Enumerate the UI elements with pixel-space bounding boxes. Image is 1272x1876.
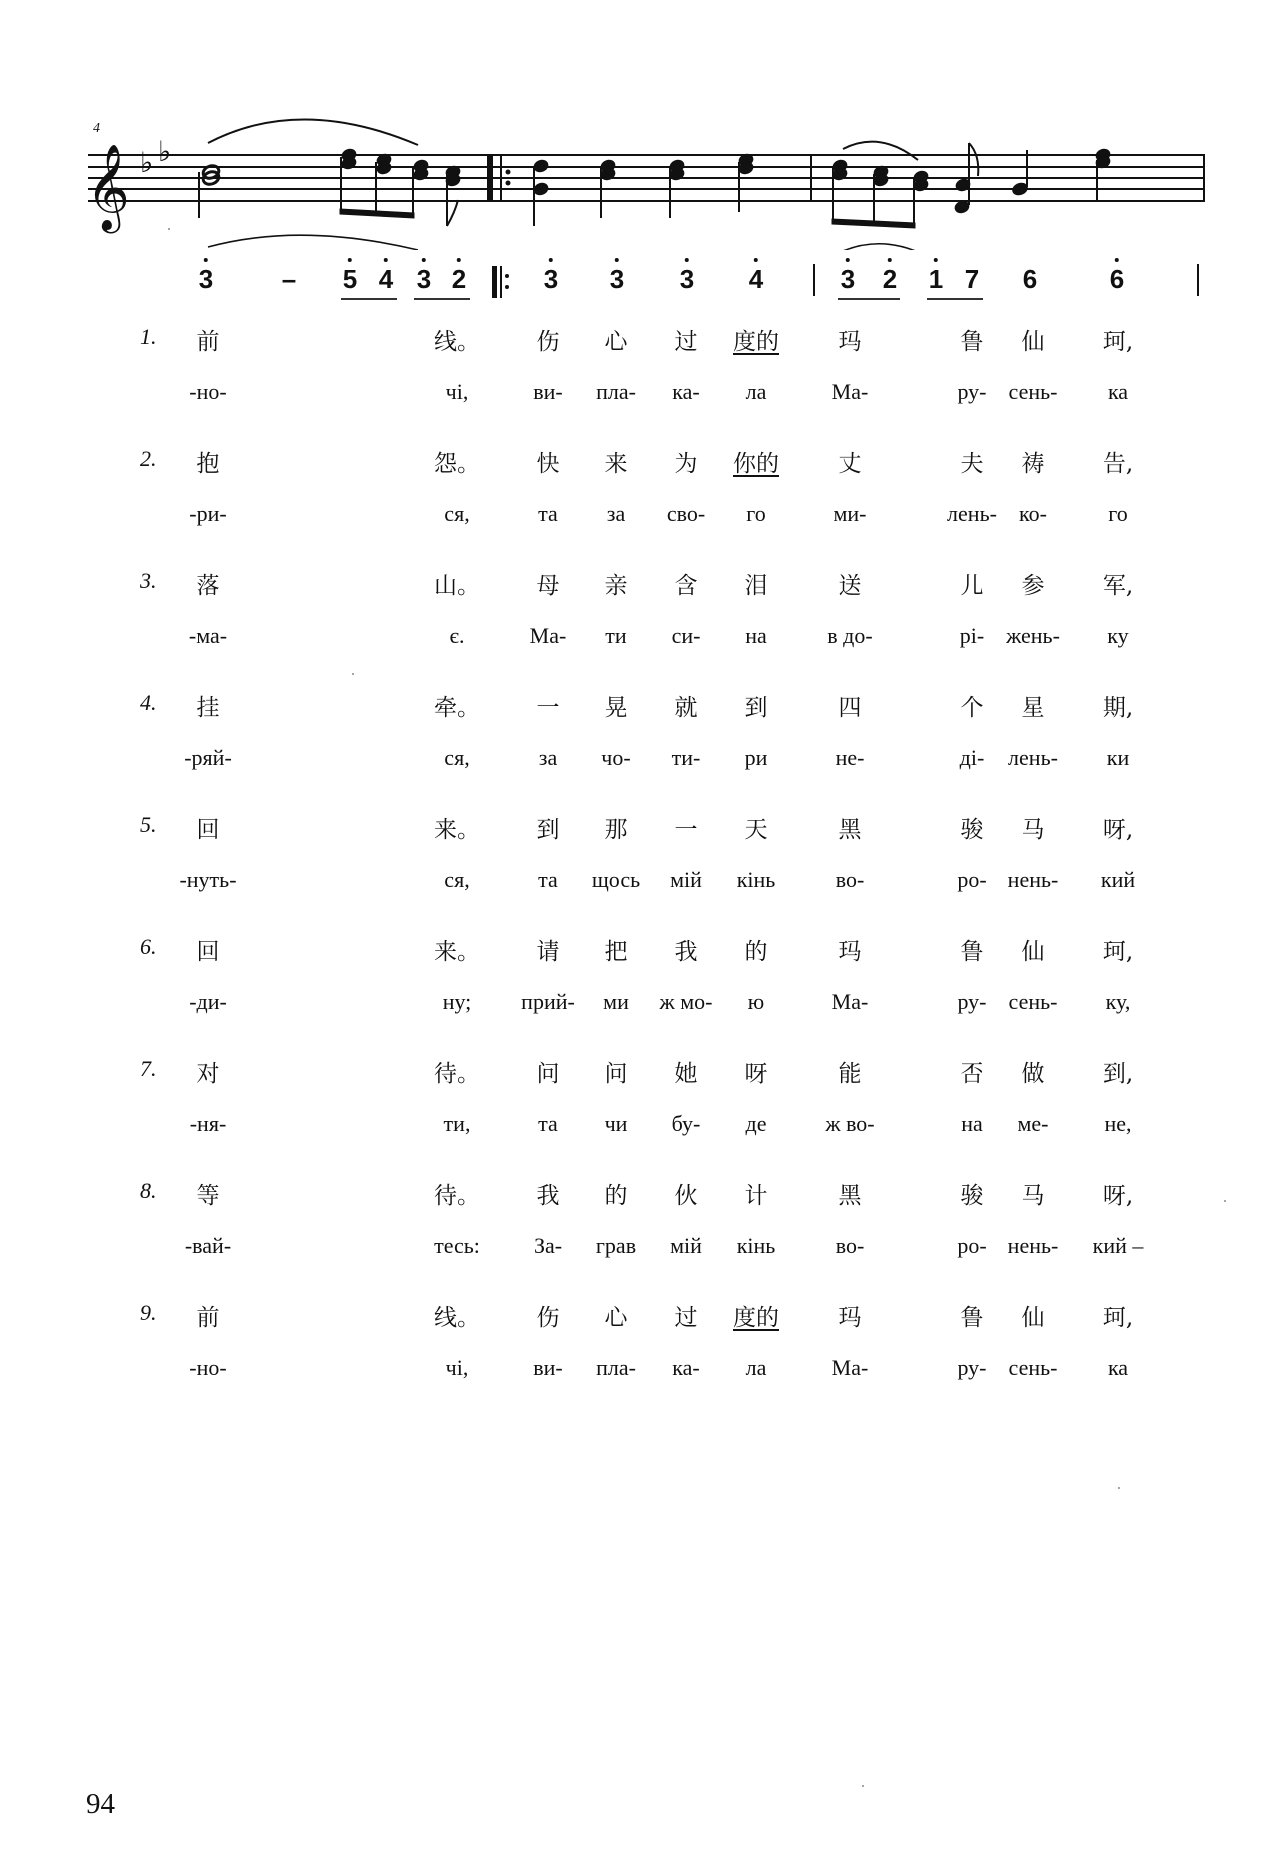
lyric-chinese: 线。 xyxy=(434,329,480,355)
verse-number: 5. xyxy=(140,812,157,837)
lyric-ukrainian: -ма- xyxy=(188,623,228,648)
jianpu-note: 3 xyxy=(199,264,213,294)
lyric-chinese: 鲁 xyxy=(960,329,984,355)
lyric-chinese: 请 xyxy=(536,939,560,965)
lyric-chinese: 鲁 xyxy=(960,939,984,965)
lyric-chinese: 待。 xyxy=(434,1061,480,1087)
lyric-ukrainian: кий – xyxy=(1092,1233,1144,1258)
lyric-ukrainian: ю xyxy=(747,989,765,1014)
lyric-ukrainian: сень- xyxy=(1008,1355,1058,1380)
lyric-chinese: 母 xyxy=(536,573,560,599)
lyric-chinese: 度的 xyxy=(733,1305,779,1331)
lyric-chinese: 玛 xyxy=(838,939,862,965)
verse-number: 3. xyxy=(140,568,157,593)
lyric-chinese: 回 xyxy=(196,817,220,843)
lyric-chinese: 伤 xyxy=(536,1305,560,1331)
lyric-ukrainian: -нуть- xyxy=(179,867,237,892)
lyric-chinese: 星 xyxy=(1021,695,1045,721)
lyric-chinese: 期, xyxy=(1102,695,1134,721)
lyric-ukrainian: ри xyxy=(744,745,768,770)
lyric-chinese: 玛 xyxy=(838,1305,862,1331)
lyric-ukrainian: мій xyxy=(670,1233,702,1258)
lyric-ukrainian: ді- xyxy=(959,745,985,770)
lyric-chinese: 怨。 xyxy=(434,451,480,477)
lyric-chinese: 把 xyxy=(604,939,628,965)
lyric-chinese: 前 xyxy=(196,1305,220,1331)
lyric-chinese: 她 xyxy=(674,1061,698,1087)
lyric-chinese: 儿 xyxy=(960,573,984,599)
half-note-chord xyxy=(199,164,221,218)
staff-lines xyxy=(88,155,1205,201)
jianpu-note: 2 xyxy=(883,264,897,294)
lyric-ukrainian: кий xyxy=(1100,867,1136,892)
jianpu-note: 3 xyxy=(544,264,558,294)
lyric-chinese: 参 xyxy=(1021,573,1045,599)
lyric-ukrainian: на xyxy=(745,623,767,648)
jianpu-note: 1 xyxy=(929,264,943,294)
lyric-ukrainian: -ня- xyxy=(189,1111,227,1136)
lyric-ukrainian: ру- xyxy=(957,1355,987,1380)
lyric-ukrainian: Ма- xyxy=(529,623,567,648)
lyric-ukrainian: ка xyxy=(1107,379,1129,404)
jianpu-note: 3 xyxy=(841,264,855,294)
lyric-chinese: 快 xyxy=(536,451,560,477)
lyric-chinese: 挂 xyxy=(196,695,220,721)
lyric-ukrainian: -ди- xyxy=(189,989,227,1014)
octave-dot-icon xyxy=(348,258,352,262)
lyric-ukrainian: ме- xyxy=(1017,1111,1049,1136)
lyric-chinese: 到 xyxy=(744,695,768,721)
lyric-chinese: 骏 xyxy=(960,1183,984,1209)
lyric-chinese: 玛 xyxy=(838,329,862,355)
lyric-chinese: 珂, xyxy=(1102,939,1134,965)
lyric-ukrainian: Ма- xyxy=(831,379,869,404)
lyric-ukrainian: -вай- xyxy=(184,1233,232,1258)
lyric-chinese: 一 xyxy=(536,695,560,721)
lyric-chinese: 过 xyxy=(674,329,698,355)
lyric-chinese: 来。 xyxy=(434,817,480,843)
jianpu-note: 3 xyxy=(680,264,694,294)
jianpu-note: 2 xyxy=(452,264,466,294)
lyric-chinese: 对 xyxy=(196,1061,220,1087)
lyric-ukrainian: та xyxy=(538,867,558,892)
lyric-chinese: 晃 xyxy=(604,695,628,721)
octave-dot-icon xyxy=(1115,258,1119,262)
lyric-ukrainian: во- xyxy=(835,1233,865,1258)
lyric-chinese: 呀, xyxy=(1102,1183,1134,1209)
lyric-chinese: 骏 xyxy=(960,817,984,843)
lyric-chinese: 牵。 xyxy=(434,695,480,721)
lyric-ukrainian: лень- xyxy=(1008,745,1058,770)
lyric-chinese: 一 xyxy=(674,817,698,843)
lyric-ukrainian: за xyxy=(538,745,558,770)
jianpu-note: 7 xyxy=(964,264,980,294)
lyric-ukrainian: жень- xyxy=(1006,623,1060,648)
lyric-chinese: 呀 xyxy=(744,1061,768,1087)
lyric-chinese: 等 xyxy=(196,1183,220,1209)
lyric-ukrainian: ся, xyxy=(444,867,470,892)
lyric-chinese: 伤 xyxy=(536,329,560,355)
lyric-ukrainian: в до- xyxy=(827,623,873,648)
lyric-ukrainian: за xyxy=(606,501,626,526)
lyric-chinese: 山。 xyxy=(434,573,480,599)
lyric-chinese: 鲁 xyxy=(960,1305,984,1331)
lyric-chinese: 心 xyxy=(604,329,628,355)
lyric-ukrainian: ся, xyxy=(444,501,470,526)
lyric-chinese: 到 xyxy=(536,817,560,843)
jianpu-barline xyxy=(813,264,815,296)
lyric-ukrainian: во- xyxy=(835,867,865,892)
lyric-chinese: 到, xyxy=(1102,1061,1134,1087)
lyric-ukrainian: тесь: xyxy=(434,1233,480,1258)
lyric-ukrainian: го xyxy=(1108,501,1128,526)
lyric-chinese: 珂, xyxy=(1102,1305,1134,1331)
lyric-chinese: 抱 xyxy=(196,451,220,477)
lyric-ukrainian: ру- xyxy=(957,379,987,404)
lyric-ukrainian: си- xyxy=(671,623,701,648)
lyric-chinese: 的 xyxy=(744,939,768,965)
lyric-ukrainian: кінь xyxy=(736,1233,776,1258)
lyric-ukrainian: ти, xyxy=(443,1111,471,1136)
lyric-chinese: 来。 xyxy=(434,939,480,965)
lyric-chinese: 仙 xyxy=(1021,1305,1045,1331)
lyric-ukrainian: на xyxy=(961,1111,983,1136)
lyric-chinese: 送 xyxy=(838,573,862,599)
lyric-chinese: 告, xyxy=(1102,451,1134,477)
octave-dot-icon xyxy=(422,258,426,262)
measure-number: 4 xyxy=(93,121,100,136)
verse-number: 7. xyxy=(140,1056,157,1081)
jianpu-note: 5 xyxy=(343,264,357,294)
lyric-ukrainian: ка xyxy=(1107,1355,1129,1380)
lyric-ukrainian: ки xyxy=(1106,745,1130,770)
lyric-ukrainian: ся, xyxy=(444,745,470,770)
lyric-chinese: 能 xyxy=(838,1061,862,1087)
octave-dot-icon xyxy=(685,258,689,262)
lyric-ukrainian: не- xyxy=(835,745,865,770)
verse-number: 1. xyxy=(140,324,157,349)
octave-dot-icon xyxy=(615,258,619,262)
flat-icon: ♭ xyxy=(158,135,172,168)
lyric-ukrainian: ж мо- xyxy=(659,989,713,1014)
jianpu-note: 6 xyxy=(1110,264,1124,294)
lyric-chinese: 天 xyxy=(744,817,768,843)
lyric-chinese: 计 xyxy=(744,1183,768,1209)
lyric-chinese: 含 xyxy=(674,573,698,599)
lyric-ukrainian: сень- xyxy=(1008,989,1058,1014)
lyric-chinese: 线。 xyxy=(434,1305,480,1331)
flat-icon: ♭ xyxy=(140,146,154,179)
lyric-ukrainian: ну; xyxy=(442,989,472,1014)
lyric-chinese: 待。 xyxy=(434,1183,480,1209)
lyric-ukrainian: ти xyxy=(605,623,627,648)
lyric-ukrainian: ти- xyxy=(671,745,701,770)
lyric-chinese: 军, xyxy=(1102,573,1134,599)
lyric-chinese: 亲 xyxy=(604,573,628,599)
lyric-ukrainian: прий- xyxy=(521,989,575,1014)
lyric-ukrainian: Ма- xyxy=(831,989,869,1014)
jianpu-repeat-bar xyxy=(492,266,497,298)
lyric-ukrainian: сень- xyxy=(1008,379,1058,404)
lyric-chinese: 就 xyxy=(674,695,698,721)
lyric-chinese: 度的 xyxy=(733,329,779,355)
lyric-chinese: 马 xyxy=(1021,817,1045,843)
lyric-chinese: 落 xyxy=(196,573,220,599)
lyric-ukrainian: -но- xyxy=(189,1355,227,1380)
lyric-chinese: 过 xyxy=(674,1305,698,1331)
jianpu-underline xyxy=(838,298,900,300)
lyric-ukrainian: не, xyxy=(1104,1111,1132,1136)
lyric-ukrainian: ка- xyxy=(672,379,700,404)
octave-dot-icon xyxy=(457,258,461,262)
jianpu-underline xyxy=(341,298,397,300)
lyric-ukrainian: -ряй- xyxy=(184,745,232,770)
octave-dot-icon xyxy=(846,258,850,262)
octave-dot-icon xyxy=(888,258,892,262)
lyric-ukrainian: ла xyxy=(745,1355,767,1380)
lyric-ukrainian: пла- xyxy=(596,1355,636,1380)
lyric-ukrainian: -но- xyxy=(189,379,227,404)
lyric-chinese: 否 xyxy=(960,1061,984,1087)
lyric-chinese: 泪 xyxy=(744,573,768,599)
lyric-ukrainian: грав xyxy=(595,1233,637,1258)
lyric-ukrainian: ви- xyxy=(533,1355,563,1380)
lyric-chinese: 我 xyxy=(536,1183,560,1209)
lyric-chinese: 你的 xyxy=(733,451,779,477)
lyric-chinese: 珂, xyxy=(1102,329,1134,355)
lyric-chinese: 黑 xyxy=(838,1183,862,1209)
verse-number: 8. xyxy=(140,1178,157,1203)
lyric-ukrainian: кінь xyxy=(736,867,776,892)
lyric-ukrainian: нень- xyxy=(1007,867,1059,892)
lyric-ukrainian: го xyxy=(746,501,766,526)
verse-number: 2. xyxy=(140,446,157,471)
lyric-ukrainian: щось xyxy=(591,867,641,892)
lyric-chinese: 问 xyxy=(604,1061,628,1087)
lyric-ukrainian: ж во- xyxy=(825,1111,875,1136)
lyric-ukrainian: та xyxy=(538,1111,558,1136)
lyric-ukrainian: чі, xyxy=(445,1355,469,1380)
page-number: 94 xyxy=(86,1788,115,1820)
lyric-chinese: 问 xyxy=(536,1061,560,1087)
lyric-ukrainian: лень- xyxy=(947,501,997,526)
lyric-chinese: 为 xyxy=(674,451,698,477)
lyric-ukrainian: ку xyxy=(1107,623,1129,648)
jianpu-note: 3 xyxy=(417,264,431,294)
beamed-eighths xyxy=(340,147,461,226)
lyric-ukrainian: де xyxy=(745,1111,767,1136)
lyric-ukrainian: ла xyxy=(745,379,767,404)
lyric-chinese: 呀, xyxy=(1102,817,1134,843)
lyric-ukrainian: ро- xyxy=(957,1233,987,1258)
lyric-ukrainian: рі- xyxy=(959,623,985,648)
octave-dot-icon xyxy=(934,258,938,262)
lyric-chinese: 黑 xyxy=(838,817,862,843)
lyric-ukrainian: Ма- xyxy=(831,1355,869,1380)
lyric-chinese: 仙 xyxy=(1021,939,1045,965)
treble-clef-icon: 𝄞 xyxy=(86,144,130,230)
lyric-chinese: 仙 xyxy=(1021,329,1045,355)
lyric-ukrainian: є. xyxy=(449,623,465,648)
lyric-chinese: 我 xyxy=(674,939,698,965)
lyric-ukrainian: пла- xyxy=(596,379,636,404)
lyric-chinese: 前 xyxy=(196,329,220,355)
jianpu-repeat-bar-thin xyxy=(500,266,502,298)
lyric-chinese: 回 xyxy=(196,939,220,965)
lyric-chinese: 心 xyxy=(604,1305,628,1331)
lyric-ukrainian: мій xyxy=(670,867,702,892)
octave-dot-icon xyxy=(204,258,208,262)
lyric-ukrainian: ро- xyxy=(957,867,987,892)
jianpu-note: – xyxy=(281,264,297,294)
lyric-ukrainian: бу- xyxy=(671,1111,701,1136)
lyric-chinese: 做 xyxy=(1021,1061,1045,1087)
verse-number: 9. xyxy=(140,1300,157,1325)
jianpu-note: 3 xyxy=(610,264,624,294)
staff-notation xyxy=(0,0,1272,250)
lyric-ukrainian: ви- xyxy=(533,379,563,404)
lyric-ukrainian: чи xyxy=(604,1111,628,1136)
jianpu-note: 4 xyxy=(379,264,393,294)
lyric-ukrainian: чі, xyxy=(445,379,469,404)
lyric-ukrainian: ка- xyxy=(672,1355,700,1380)
jianpu-note: 6 xyxy=(1022,264,1038,294)
octave-dot-icon xyxy=(549,258,553,262)
lyric-ukrainian: ку, xyxy=(1105,989,1131,1014)
octave-dot-icon xyxy=(754,258,758,262)
jianpu-end-barline xyxy=(1197,264,1199,296)
lyric-ukrainian: чо- xyxy=(601,745,631,770)
lyric-chinese: 个 xyxy=(960,695,984,721)
lyric-ukrainian: нень- xyxy=(1007,1233,1059,1258)
lyric-chinese: 的 xyxy=(604,1183,628,1209)
lyric-ukrainian: ко- xyxy=(1019,501,1047,526)
lyric-chinese: 马 xyxy=(1021,1183,1045,1209)
lyric-chinese: 来 xyxy=(604,451,628,477)
octave-dot-icon xyxy=(384,258,388,262)
lyric-ukrainian: сво- xyxy=(666,501,706,526)
jianpu-note: 4 xyxy=(749,264,763,294)
lyric-chinese: 四 xyxy=(838,695,862,721)
lyric-chinese: 那 xyxy=(604,817,628,843)
jianpu-underline xyxy=(414,298,470,300)
lyric-ukrainian: ми xyxy=(603,989,629,1014)
lyric-chinese: 伙 xyxy=(674,1183,698,1209)
lyric-ukrainian: ру- xyxy=(957,989,987,1014)
lyric-ukrainian: За- xyxy=(533,1233,563,1258)
lyric-chinese: 夫 xyxy=(960,451,984,477)
lyric-chinese: 丈 xyxy=(838,451,862,477)
verse-number: 6. xyxy=(140,934,157,959)
verse-number: 4. xyxy=(140,690,157,715)
lyric-chinese: 祷 xyxy=(1021,451,1045,477)
lyric-ukrainian: ми- xyxy=(833,501,867,526)
lyric-ukrainian: -ри- xyxy=(189,501,227,526)
jianpu-underline xyxy=(927,298,983,300)
lyric-ukrainian: та xyxy=(538,501,558,526)
